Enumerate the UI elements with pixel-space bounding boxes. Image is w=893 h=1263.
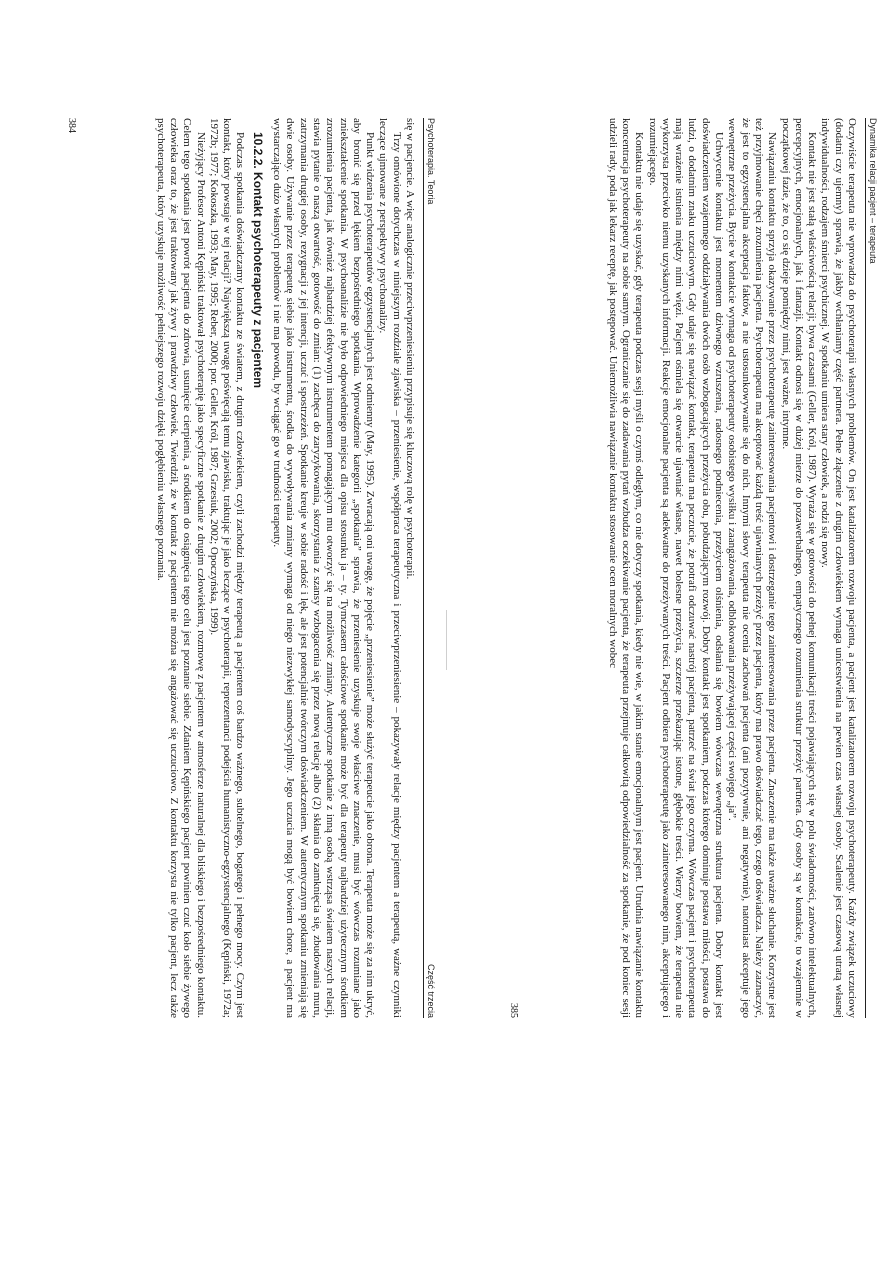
paragraph: Podczas spotkania doświadczamy kontaktu ze światem, z drugim człowiekiem, czyli zachodzi między terapeutą a pacjentem coś bardzo ważnego, subtelnego, bogatego i pełnego mocy. Czym jest kontakt, który powstaje w tej relacji? Największą uwagę poświęcają temu zjawisku, traktując je jako leczące w psychoterapii, reprezentanci podejścia humanistyczno-egzystencjalnego (Kępiński, 1972a; 1972b; 1977; Kokoszka, 1993; May, 1995; Reber, 2000; por. Geller, Król, 1987; Grzesiuk, 2002; Opoczyńska, 1999).	[207, 118, 247, 1018]
paragraph: Nieżyjący Profesor Antoni Kępiński traktował psychoterapię jako specyficzne spotkanie z drugim człowiekiem, rozmowę z pacjentem w atmosferze naturalnej dla bliskiego i bezpośredniego kontaktu. Celem tego spotkania jest powrót pacjenta do zdrowia, usunięcie cierpienia, a środkiem do osiągnięcia tego celu jest poznanie siebie. Zdaniem Kępińskiego pacjent powinien czuć koło siebie żywego człowieka oraz to, że jest traktowany jak żywy i prawdziwy człowiek. Twierdził, że w kontakt z pacjentem nie można się angażować się uczuciowo. Z kontaktu korzysta nie tylko pacjent, lecz także psychoterapeuta, który uzyskuje możliwość pełniejszego rozwoju dzięki pogłębieniu własnego poznania.	[154, 118, 207, 1018]
paragraph: Oczywiście terapeuta nie wprowadza do psychoterapii własnych problemów. On jest katalizatorem rozwoju pacjenta, a pacjent jest katalizatorem rozwoju psychoterapeuty. Każdy związek uczuciowy (dodatni czy ujemny) sprawia, że jakby wchłaniamy część partnera. Pełne złączenie z drugim człowiekiem wymaga unicestwienia na pewien czas własnej osoby. Scalenie jest czasową utratą własnej indywidualności, rodzajem śmierci psychicznej. W spotkaniu umiera stary człowiek, a rodzi się nowy.	[819, 118, 858, 1018]
left-page	[66, 118, 436, 1018]
right-running-head: Dynamika relacji pacjent – terapeuta	[868, 118, 878, 264]
page-fold-divider	[446, 610, 447, 670]
right-page	[508, 118, 878, 1018]
paragraph: Uchwycenie kontaktu jest momentem dziwnego wzruszenia, radosnego podniecenia, przeżyciem olśnienia, odsłania się bowiem wówczas wewnętrzna struktura pacjenta. Dobry kontakt jest doświadczeniem wzajemnego oddziaływania dwóch osób wzbogacających przeżycia obu, pobudzającym rozwój. Dobry kontakt jest spotkaniem, podczas którego dominuje postawa miłości, postawa do ludzi, o dodatnim znaku uczuciowym. Gdy udaje się nawiązać kontakt, terapeuta ma poczucie, że potrafi odczuwać nastrój pacjenta, patrzeć na świat jego oczyma. Wówczas pacjent i psychoterapeuta mają wrażenie istnienia między nimi więzi. Pacjent ośmiela się otwarcie ujawniać własne, nawet bolesne przeżycia, szczerze przekazując istotne, głębokie treści. Wierzy bowiem, że terapeuta nie wykorzysta przeciwko niemu uzyskanych informacji. Reakcje emocjonalne pacjenta są adekwatne do przeżywanych treści. Pacjent odbiera psychoterapeutę jako zainteresowanego nim, akceptującego i rozumiejącego.	[646, 118, 726, 1018]
paragraph: Kontaktu nie udaje się uzyskać, gdy terapeuta podczas sesji myśli o czymś odległym, co nie dotyczy spotkania, kiedy nie wie, w jakim stanie emocjonalnym jest pacjent. Utrudnia nawiązanie kontaktu koncentracja psychoterapeuty na sobie samym. Ograniczanie się do zadawania pytań wzbudza oczekiwanie pacjenta, że terapeuta przejmuje całkowitą odpowiedzialność za spotkanie, że pod koniec sesji udzieli rady, poda jak lekarz receptę, jak postępować. Uniemożliwia nawiązanie kontaktu stosowanie ocen moralnych wobec	[606, 118, 646, 1018]
right-page-header	[865, 118, 878, 1018]
paragraph: Trzy omówione dotychczas w niniejszym rozdziale zjawiska – przeniesienie, współpraca terapeutyczna i przeciwprzeniesienie – pokazywały relacje między pacjentem a terapeutą, ważne czynniki leczące ujmowane z perspektywy psychoanalizy.	[377, 118, 403, 1018]
left-page-body	[153, 118, 416, 1018]
paragraph: się w pacjencie. A więc analogicznie przeciwprzeniesieniu przypisuje się kluczową rolę w psychoterapii.	[404, 118, 416, 580]
left-page-header	[423, 118, 436, 1018]
paragraph: Kontakt nie jest stałą właściwością relacji; bywa czasami (Geller, Król, 1987). Wyraża się w gotowości do pełnej komunikacji treści pojawiających się w polu świadomości, zarówno intelektualnych, percepcyjnych, emocjonalnych, jak i fantazji. Kontakt odnosi się w dużej mierze do pozawerbalnego, empatycznego rozumienia struktur przeżyć partnera. Gdy osoby są w kontakcie, to wzajemnie w początkowej fazie, że to, co się dzieje pomiędzy nimi, jest ważne, intymne.	[779, 118, 819, 1018]
section-heading: 10.2.2. Kontakt psychoterapeuty z pacjentem	[250, 132, 265, 389]
left-page-number: 384	[66, 118, 77, 133]
left-running-head: Psychoterapia. Teoria	[426, 118, 436, 205]
paragraph: Punkt widzenia psychoterapeutów egzystencjalnych jest odmienny (May, 1995). Zwracają oni uwagę, że pojęcie „przeniesienie” może służyć terapeucie jako obrona. Terapeuta może się za nim ukryć, aby bronić się przed lękiem bezpośredniego spotkania. Wprowadzenie kategorii „spotkania” sprawia, że przeniesienie uzyskuje swoje właściwe znaczenie, musi być wówczas rozumiane jako zniekształcenie spotkania. W psychoanalizie nie było odpowiedniego miejsca dla opisu stosunku ja – ty. Tymczasem całościowe spotkanie może być dla terapeuty najbardziej użytecznym środkiem zrozumienia pacjenta, jak również najbardziej efektywnym instrumentem pomagającym mu otworzyć się na możliwość zmiany. Autentyczne spotkanie z inną osobą wstrząsa światem naszych relacji, stawia pytanie o naszą otwartość, gotowość do zmian: (1) zachęca do zaryzykowania, skorzystania z szansy wzbogacenia się przez nową relację albo (2) skłania do zamknięcia się, zbudowania muru, zatrzymania drugiej osoby, rezygnacji z jej intencji, uczuć i spostrzeżeń. Spotkanie kreuje w sobie radość i lęk, ale jest potencjalnie twórczym doświadczeniem. W autentycznym spotkaniu zmieniają się dwie osoby. Używanie przez terapeutę siebie jako instrumentu, środka do wywoływania zmiany wymaga od niego niezwykłej samodyscypliny. Jego uczucia mogą być bowiem chore, a pacjent ma wystarczająco dużo własnych problemów i nie ma powodu, by wciągać go w trudności terapeuty.	[271, 118, 377, 1018]
paragraph: Nawiązaniu kontaktu sprzyja okazywanie przez psychoterapeutę zainteresowania pacjentowi i dostrzeganie tego zainteresowania przez pacjenta. Znaczenie ma także uważne słuchanie. Korzystne jest też przyjmowanie chęci zrozumienia pacjenta. Psychoterapeuta ma akceptować każdą treść ujawnianych przeżyć przez pacjenta, który ma prawo doświadczać tego, czego doświadcza. Należy zaznaczyć, że jest to egzystencjalna akceptacja faktów, a nie ustosunkowywanie się do nich. Innymi słowy terapeuta nie ocenia zachowań pacjenta (ani pozytywnie, ani negatywnie), natomiast akceptuje jego wewnętrzne przeżycia. Bycie w kontakcie wymaga od psychoterapeuty osobistego wysiłku i zaangażowania, odblokowania przeżywającej części swojego „ja”.	[726, 118, 779, 1018]
right-page-body	[605, 118, 858, 1018]
left-part-title: Część trzecia	[426, 963, 436, 1018]
right-page-number: 385	[508, 1003, 519, 1018]
